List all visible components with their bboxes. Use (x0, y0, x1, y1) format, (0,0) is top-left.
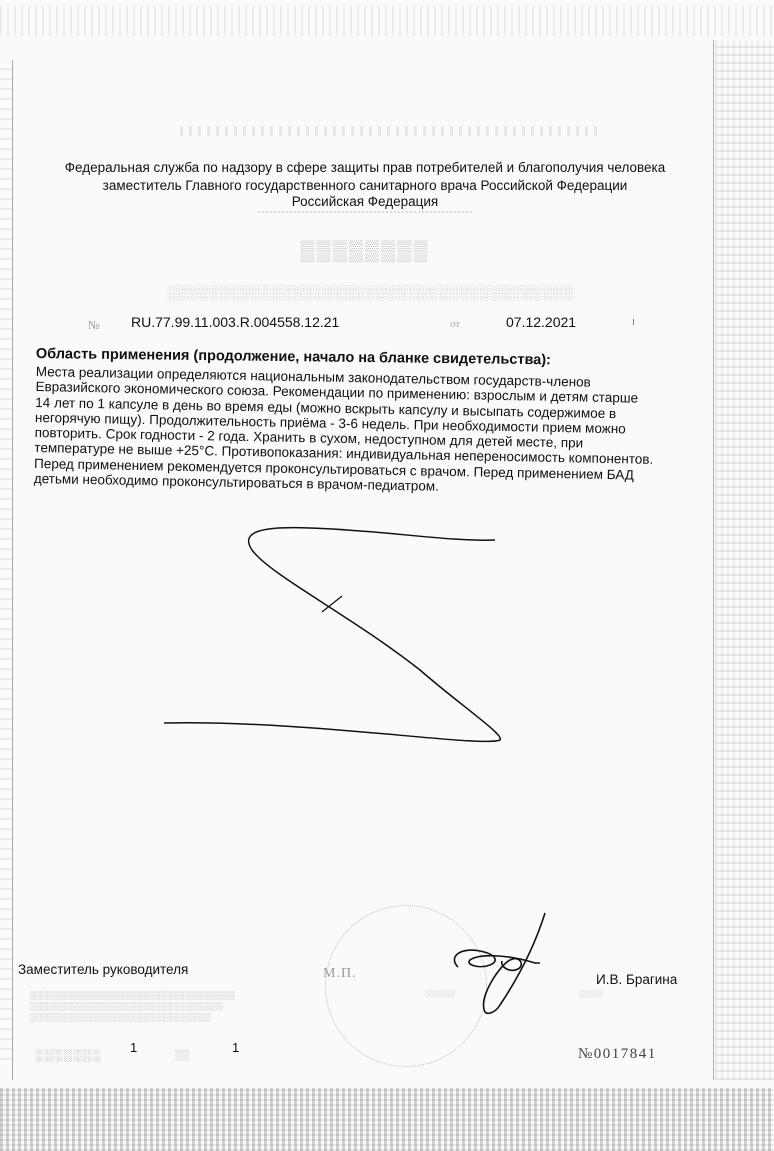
faded-preprint-title: ▒▒▒▒▒▒▒▒ (300, 240, 430, 262)
frame-left-border (12, 60, 13, 1080)
header-agency-line: Федеральная служба по надзору в сфере защиты прав потребителей и благополучия человека (64, 160, 666, 175)
page-current: 1 (130, 1040, 138, 1055)
stamp-place-mark: М.П. (323, 966, 357, 981)
registration-date: 07.12.2021 (506, 314, 577, 330)
faded-fine-print: ░░░░░░░░░░░░░░░░░░░░░░░░░░░░░░░░░░ ░░░░░░░░░░░░░░░░░░░░░░░░░░░░░░░░ ░░░░░░░░░░░░░░░░░░░░░░░░░░░░░░ (30, 990, 235, 1022)
signer-position: Заместитель руководителя (18, 962, 189, 977)
number-prefix-mark: № (88, 318, 100, 332)
scan-noise-bottom (0, 1088, 774, 1151)
page-total: 1 (232, 1040, 240, 1055)
signer-name: И.В. Брагина (596, 972, 678, 987)
header-official-line: заместитель Главного государственного санитарного врача Российской Федерации (102, 178, 628, 193)
faded-preprint-small: ⁃⁃⁃⁃⁃⁃⁃⁃⁃⁃⁃⁃⁃⁃⁃⁃⁃⁃⁃⁃⁃⁃⁃⁃⁃⁃⁃⁃⁃⁃⁃⁃⁃⁃⁃⁃⁃⁃⁃⁃⁃⁃⁃⁃⁃⁃⁃⁃⁃⁃⁃⁃⁃⁃ (257, 208, 473, 217)
registration-number: RU.77.99.11.003.R.004558.12.21 (131, 314, 340, 330)
cancellation-signature (150, 520, 510, 760)
section-title: Область применения (продолжение, начало на бланке свидетельства): (35, 346, 552, 369)
form-number: №0017841 (578, 1046, 657, 1062)
faded-stamp-text-left: ░░░░░░ (425, 990, 455, 998)
header-country-line: Российская Федерация (291, 194, 439, 209)
date-prefix-mark: от (450, 318, 461, 330)
page-of-label-faded: ░░ (175, 1050, 190, 1061)
scan-noise-right (715, 40, 774, 1080)
scan-noise-top (0, 6, 774, 36)
faded-stamp-text-right: ░░░░░ (578, 990, 603, 998)
faded-preprint-subtitle: ░░░░░░░░░░░░░░░░░░░░░░░░░░░░░░░░░░░░░░░ (166, 286, 574, 301)
tick-mark: ı (632, 316, 636, 328)
page-label-faded: ░░░░░░░ (35, 1048, 102, 1062)
frame-right-border (713, 40, 714, 1080)
body-text: Места реализации определяются национальным законодательством государств-членов Евразийского экономического союза. Рекомендации по применению: взрослым и детям старше 14 лет по 1 капсуле в день во время еды (можно вскрыть капсулу и высыпать содержимое в негорячую пищу). Продолжительность приёма - 3-6 недель. При необходимости прием можно повторить. Срок годности - 2 года. Хранить в сухом, недоступном для детей месте, при температуре не выше +25°С. Противопоказания: индивидуальная непереносимость компонентов. Перед применением рекомендуется проконсультироваться с врачом. Перед применением БАД детьми необходимо проконсультироваться в врачом-педиатром. (33, 364, 654, 494)
scan-noise-heading (180, 126, 600, 136)
official-signature (440, 905, 560, 1025)
